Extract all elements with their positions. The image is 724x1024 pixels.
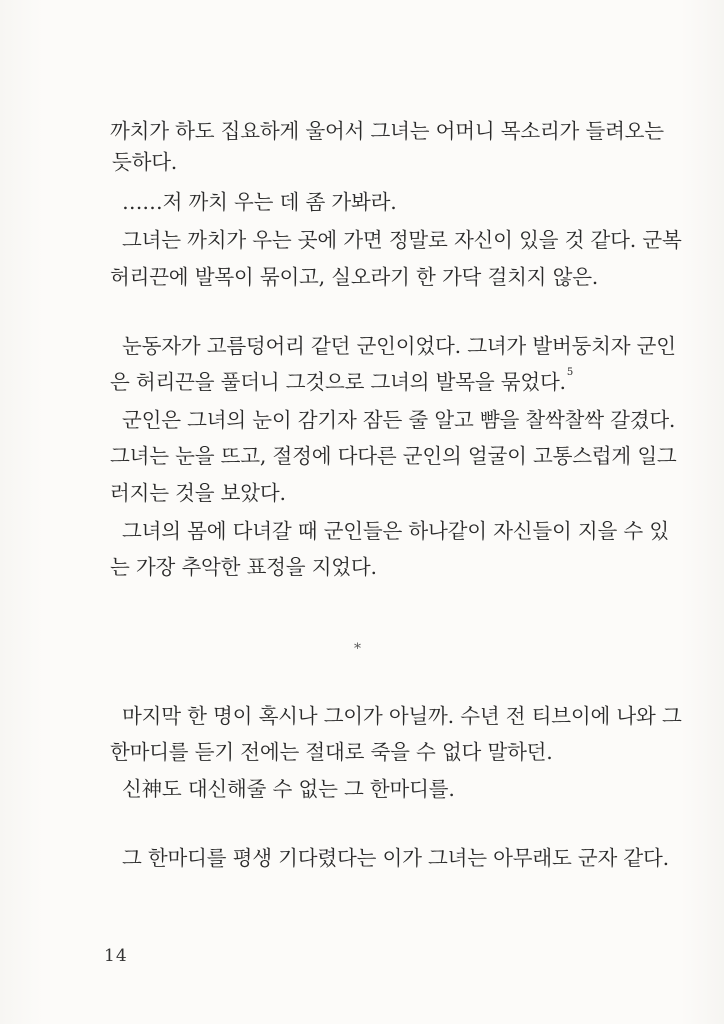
text-line — [110, 367, 574, 394]
text-line: 그녀는 까치가 우는 곳에 가면 정말로 자신이 있을 것 같다. 군복 — [122, 228, 682, 252]
text-line-content: 은 허리끈을 풀더니 그것으로 그녀의 발목을 묶었다. — [110, 370, 566, 394]
section-separator: * — [354, 641, 361, 657]
text-line: 한마디를 듣기 전에는 절대로 죽을 수 없다 말하던. — [110, 740, 553, 764]
text-line: 러지는 것을 보았다. — [110, 481, 286, 505]
text-line: 그녀는 눈을 뜨고, 절정에 다다른 군인의 얼굴이 고통스럽게 일그 — [110, 444, 677, 468]
text-line: ……저 까치 우는 데 좀 가봐라. — [122, 190, 397, 214]
page-number: 14 — [104, 946, 128, 966]
text-line: 신神도 대신해줄 수 없는 그 한마디를. — [122, 777, 455, 801]
text-line: 는 가장 추악한 표정을 지었다. — [110, 555, 377, 579]
text-line: 마지막 한 명이 혹시나 그이가 아닐까. 수년 전 티브이에 나와 그 — [122, 704, 682, 728]
text-line: 그 한마디를 평생 기다렸다는 이가 그녀는 아무래도 군자 같다. — [122, 846, 669, 870]
footnote-marker: 5 — [566, 367, 574, 378]
text-line: 그녀의 몸에 다녀갈 때 군인들은 하나같이 자신들이 지을 수 있 — [122, 519, 669, 543]
text-line: 허리끈에 발목이 묶이고, 실오라기 한 가닥 걸치지 않은. — [110, 265, 599, 289]
text-line: 군인은 그녀의 눈이 감기자 잠든 줄 알고 뺨을 찰싹찰싹 갈겼다. — [122, 408, 676, 432]
text-line: 듯하다. — [112, 150, 178, 174]
text-line: 눈동자가 고름덩어리 같던 군인이었다. 그녀가 발버둥치자 군인 — [122, 334, 676, 358]
text-line: 까치가 하도 집요하게 울어서 그녀는 어머니 목소리가 들려오는 — [110, 119, 664, 143]
